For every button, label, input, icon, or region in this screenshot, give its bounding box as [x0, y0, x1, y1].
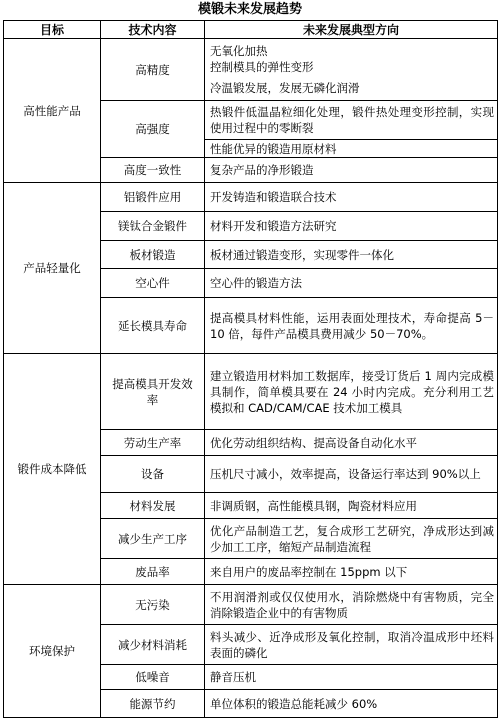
tech-cell: 板材锻造	[101, 241, 205, 269]
tech-cell: 减少生产工序	[101, 519, 205, 559]
direction-cell: 压机尺寸减小，效率提高，设备运行率达到 90%以上	[205, 456, 498, 493]
direction-cell: 料头减少、近净成形及氧化控制，取消冷温成形中坯料表面的磷化	[205, 625, 498, 665]
direction-line: 无氧化加热	[210, 44, 268, 58]
direction-cell	[205, 39, 498, 101]
direction-cell: 板材通过锻造变形，实现零件一体化	[205, 241, 498, 269]
tech-cell: 延长模具寿命	[101, 298, 205, 354]
tech-cell: 废品率	[101, 559, 205, 585]
direction-cell: 非调质钢，高性能模具钢，陶瓷材料应用	[205, 493, 498, 519]
tech-cell: 劳动生产率	[101, 430, 205, 456]
direction-cell: 提高模具材料性能，运用表面处理技术，寿命提高 5－10 倍，每件产品模具费用减少 50－70%。	[205, 298, 498, 354]
trend-table	[3, 20, 498, 718]
table-row	[4, 354, 498, 430]
direction-cell: 性能优异的锻造用原材料	[205, 140, 498, 158]
tech-cell: 能源节约	[101, 690, 205, 718]
direction-cell: 空心件的锻造方法	[205, 269, 498, 298]
direction-cell: 复杂产品的净形锻造	[205, 158, 498, 183]
tech-cell: 设备	[101, 456, 205, 493]
goal-cell: 产品轻量化	[4, 183, 101, 354]
goal-cell: 环境保护	[4, 585, 101, 718]
direction-line: 控制模具的弹性变形	[210, 60, 314, 74]
direction-cell: 单位体积的锻造总能耗减少 60%	[205, 690, 498, 718]
direction-cell: 材料开发和锻造方法研究	[205, 212, 498, 241]
direction-cell: 开发铸造和锻造联合技术	[205, 183, 498, 212]
tech-cell: 铝锻件应用	[101, 183, 205, 212]
table-row	[4, 39, 498, 101]
tech-cell: 镁钛合金锻件	[101, 212, 205, 241]
tech-cell: 减少材料消耗	[101, 625, 205, 665]
tech-cell: 无污染	[101, 585, 205, 625]
tech-cell: 高精度	[101, 39, 205, 101]
direction-cell: 静音压机	[205, 665, 498, 690]
goal-cell: 高性能产品	[4, 39, 101, 183]
direction-cell: 优化产品制造工艺，复合成形工艺研究，净成形达到减少加工工序，缩短产品制造流程	[205, 519, 498, 559]
table-row	[4, 183, 498, 212]
header-direction: 未来发展典型方向	[205, 21, 498, 39]
page-title: 模锻未来发展趋势	[197, 2, 302, 17]
direction-cell: 来自用户的废品率控制在 15ppm 以下	[205, 559, 498, 585]
tech-cell: 高度一致性	[101, 158, 205, 183]
direction-cell: 不用润滑剂或仅仅使用水，消除燃烧中有害物质，完全消除锻造企业中的有害物质	[205, 585, 498, 625]
direction-cell: 优化劳动组织结构、提高设备自动化水平	[205, 430, 498, 456]
tech-cell: 材料发展	[101, 493, 205, 519]
table-row	[4, 585, 498, 625]
header-goal: 目标	[4, 21, 101, 39]
header-row	[4, 21, 498, 39]
direction-cell: 热锻件低温晶粒细化处理，锻件热处理变形控制，实现使用过程中的零断裂	[205, 101, 498, 140]
direction-cell: 建立锻造用材料加工数据库，接受订货后 1 周内完成模具制作，简单模具要在 24 小时内完成。充分利用工艺模拟和 CAD/CAM/CAE 技术加工模具	[205, 354, 498, 430]
tech-cell: 高强度	[101, 101, 205, 158]
direction-line: 冷温锻发展，发展无磷化润滑	[210, 81, 360, 95]
goal-cell: 锻件成本降低	[4, 354, 101, 585]
tech-cell: 空心件	[101, 269, 205, 298]
tech-cell: 低噪音	[101, 665, 205, 690]
header-tech: 技术内容	[101, 21, 205, 39]
tech-cell: 提高模具开发效率	[101, 354, 205, 430]
